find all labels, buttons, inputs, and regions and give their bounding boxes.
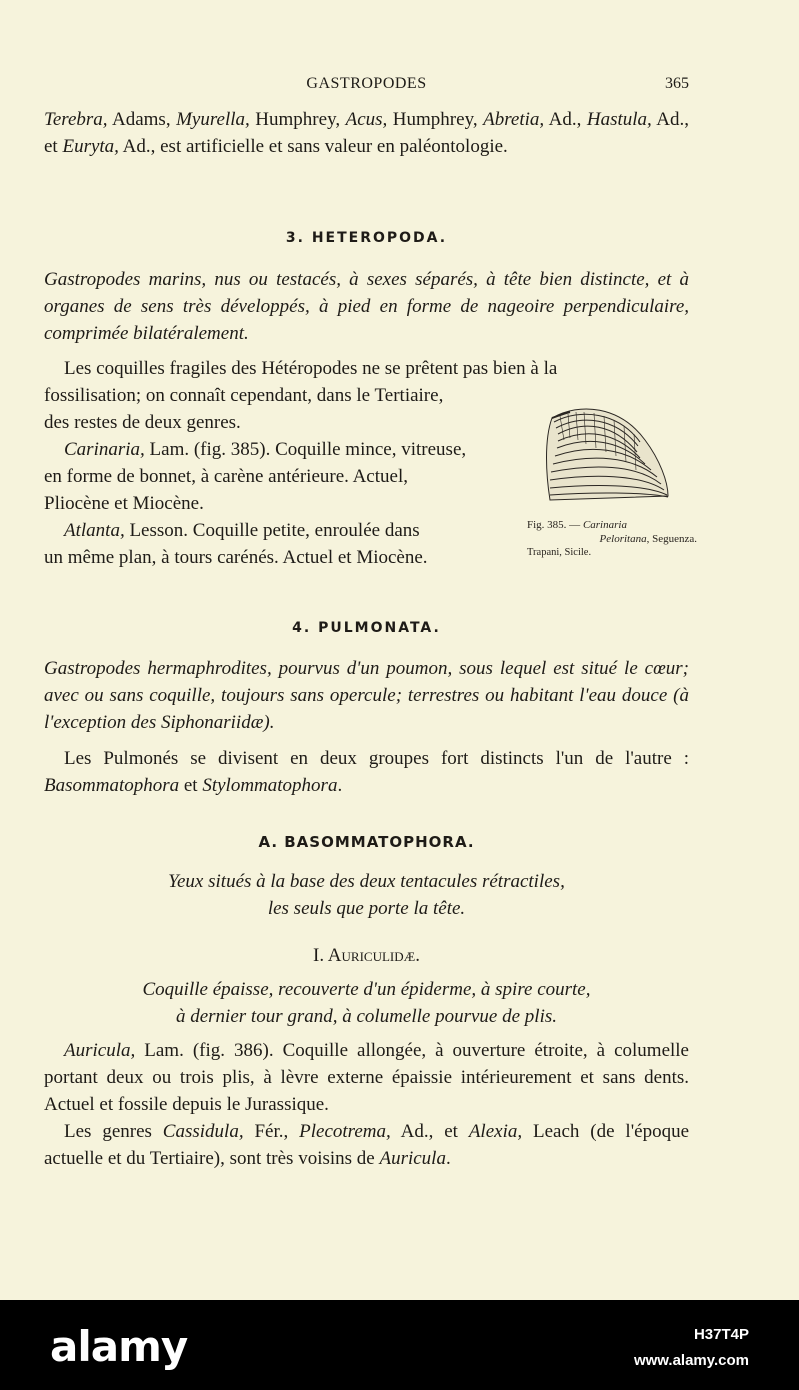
genus-myurella: Myurella, [176,109,250,130]
genus-acus: Acus, [345,109,388,130]
text-run: et [179,775,203,796]
heteropoda-p1-line2: fossilisation; on connaît cependant, dans le Tertiaire, [44,385,444,406]
text-run: . [337,775,343,796]
text-run: Humphrey, [249,109,346,130]
text-run: Lam. (fig. 385). Coquille mince, vitreuse, [144,439,467,460]
auricula-paragraph [44,1037,689,1118]
genres-paragraph [44,1118,689,1172]
auriculidae-def-line2 [44,1003,689,1030]
image-id: H37T4P [693,1326,749,1343]
text-run: Adams, [107,109,177,130]
genus-abretia: Abretia, [483,109,545,130]
heteropoda-p1-line1: Les coquilles fragiles des Hétéropodes ne se prêtent pas bien à la [64,358,558,379]
text-run: Fér., [243,1121,300,1142]
figure-385-caption [527,518,697,560]
text-run: Lesson. Coquille petite, enroulée dans [124,520,420,541]
carinaria-line3: Pliocène et Miocène. [44,493,204,514]
text-run: Leach (de l'époque actuelle et du Tertiaire), sont très voisins de [44,1121,690,1169]
definition-text: Gastropodes hermaphrodites, pourvus d'un poumon, sous lequel est situé le cœur; avec ou sans coquille, toujours sans opercule; terrestres ou habitant l'eau douce (à l'exception des Siphonariidæ). [44,658,689,733]
genus-atlanta: Atlanta, [64,520,125,541]
text-run: . [445,1148,451,1169]
stock-watermark-banner [0,1300,799,1390]
pulmonata-definition [44,655,689,736]
basommatophora-def-line2 [44,895,689,922]
caption-line2 [527,532,697,546]
pulmonata-p1 [44,745,689,799]
text-run: Ad., est artificielle et sans valeur en paléontologie. [118,136,508,157]
source-url: www.alamy.com [633,1352,749,1369]
genus-terebra: Terebra, [44,109,108,130]
running-title: GASTROPODES [306,75,427,92]
caption-author: , Seguenza. [646,533,697,545]
caption-genus: Carinaria [582,519,627,531]
genus-plecotrema: Plecotrema, [299,1121,391,1142]
basommatophora-def-line1 [44,868,689,895]
genus-hastula: Hastula, [586,109,652,130]
text-run: Humphrey, [387,109,484,130]
caption-species: Peloritana [599,533,647,545]
subsection-heading-basommatophora: A. BASOMMATOPHORA. [258,833,475,851]
page-number: 365 [665,75,689,92]
text-run: Ad., et [44,109,689,157]
section-heading-heteropoda: 3. HETEROPODA. [285,230,448,246]
atlanta-line2: un même plan, à tours carénés. Actuel et Miocène. [44,547,428,568]
genus-auricula-ref: Auricula [379,1148,446,1169]
carinaria-shell-illustration [540,400,680,510]
text-run: Ad., et [390,1121,469,1142]
heteropoda-definition [44,266,689,347]
definition-text: Yeux situés à la base des deux tentacules rétractiles, [168,871,565,892]
definition-text: à dernier tour grand, à columelle pourvue de plis. [175,1006,557,1027]
definition-text: les seuls que porte la tête. [267,898,466,919]
atlanta-line1 [44,517,524,544]
heteropoda-p1-line3: des restes de deux genres. [44,412,241,433]
definition-text: Coquille épaisse, recouverte d'un épiderme, à spire courte, [142,979,591,1000]
caption-fig-number: Fig. 385. — [527,519,583,531]
definition-text: Gastropodes marins, nus ou testacés, à sexes séparés, à tête bien distincte, et à organes de sens très développés, à pied en forme de nageoire perpendiculaire, comprimée bilatéralement. [44,269,689,344]
genus-euryta: Euryta, [62,136,119,157]
carinaria-line1 [44,436,524,463]
genus-carinaria: Carinaria, [64,439,145,460]
group-basommatophora: Basommatophora [44,775,180,796]
text-run: Lam. (fig. 386). Coquille allongée, à ouverture étroite, à columelle portant deux ou trois plis, à lèvre externe épaissie intérieurement et sans dents. Actuel et fossile depuis le Jurassique. [44,1040,689,1115]
family-heading-auriculidae: I. Auriculidæ. [313,945,420,966]
text-run: Les genres [64,1121,163,1142]
auriculidae-def-line1 [44,976,689,1003]
running-header [44,75,689,99]
genus-auricula: Auricula, [64,1040,136,1061]
alamy-logo: alamy [50,1322,188,1371]
genus-alexia: Alexia, [468,1121,523,1142]
carinaria-line2: en forme de bonnet, à carène antérieure. Actuel, [44,466,408,487]
caption-line1 [527,518,697,532]
genus-cassidula: Cassidula, [162,1121,244,1142]
section-heading-pulmonata: 4. PULMONATA. [292,620,441,636]
text-run: Les Pulmonés se divisent en deux groupes fort distincts l'un de l'autre : [64,748,689,769]
caption-locality: Trapani, Sicile. [527,547,592,558]
group-stylommatophora: Stylommatophora [202,775,338,796]
text-run: Ad., [544,109,587,130]
intro-paragraph [44,106,689,160]
